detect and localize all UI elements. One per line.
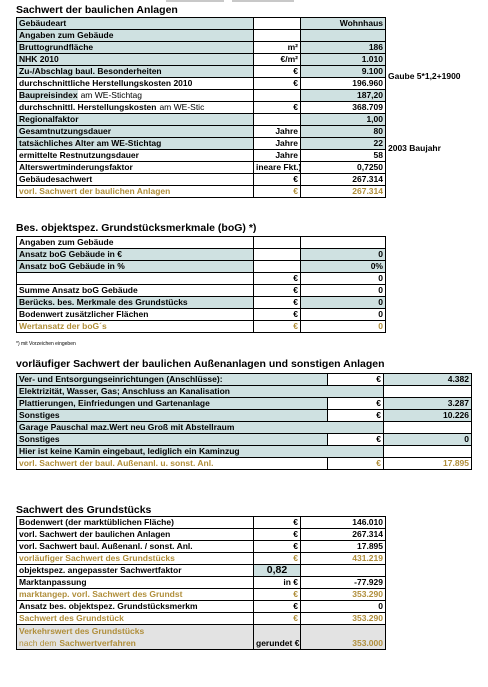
row-label-text: durchschnittl. Herstellungskosten xyxy=(19,102,157,112)
row-unit: € xyxy=(254,285,301,297)
row-label-text: Marktanpassung xyxy=(19,577,87,587)
row-value: 0% xyxy=(301,261,386,273)
table-row xyxy=(17,18,386,30)
row-unit: € xyxy=(254,174,301,186)
row-unit xyxy=(254,30,301,42)
row-unit: € xyxy=(254,613,301,625)
row-label-text: vorl. Sachwert der baul. Außenanl. u. sonst. Anl. xyxy=(19,458,214,468)
row-value: 0,7250 xyxy=(301,162,386,174)
row-unit xyxy=(254,565,301,577)
row-value-empty xyxy=(384,446,472,458)
table-row xyxy=(17,577,386,589)
row-value: 17.895 xyxy=(384,458,472,470)
row-unit: € xyxy=(254,273,301,285)
row-label-text: Alterswertminderungsfaktor xyxy=(19,162,133,172)
row-label xyxy=(17,613,254,625)
top-border-right xyxy=(232,0,294,2)
row-unit: m² xyxy=(254,42,301,54)
row-label xyxy=(17,114,254,126)
row-value: 9.100 xyxy=(301,66,386,78)
table-row xyxy=(17,517,386,529)
final-label xyxy=(17,625,254,650)
row-value: 187,20 xyxy=(301,90,386,102)
final-unit: gerundet € xyxy=(254,625,301,650)
row-label xyxy=(17,249,254,261)
row-unit: € xyxy=(254,186,301,198)
row-label xyxy=(17,150,254,162)
top-border-left xyxy=(166,0,224,2)
row-unit xyxy=(254,114,301,126)
final-label-line1: Verkehrswert des Grundstücks xyxy=(19,626,145,636)
row-label-text: Gesamtnutzungsdauer xyxy=(19,126,112,136)
row-label-text: Sonstiges xyxy=(19,434,60,444)
row-unit: € xyxy=(328,458,384,470)
row-label: Hier ist keine Kamin eingebaut, lediglich ein Kaminzug xyxy=(17,446,384,458)
row-label xyxy=(17,285,254,297)
table-row xyxy=(17,410,472,422)
table-row xyxy=(17,321,386,333)
row-value: 196.960 xyxy=(301,78,386,90)
row-value: 267.314 xyxy=(301,186,386,198)
row-label xyxy=(17,90,254,102)
row-label: Elektrizität, Wasser, Gas; Anschluss an Kanalisation xyxy=(17,386,384,398)
table-row xyxy=(17,458,472,470)
row-unit: € xyxy=(254,309,301,321)
row-unit: € xyxy=(328,410,384,422)
row-label xyxy=(17,273,254,285)
row-unit: € xyxy=(254,78,301,90)
row-unit: € xyxy=(254,553,301,565)
row-label-text: Baupreisindex xyxy=(19,90,78,100)
row-unit: € xyxy=(254,66,301,78)
table-row xyxy=(17,273,386,285)
table-row xyxy=(17,54,386,66)
row-label xyxy=(17,66,254,78)
row-unit xyxy=(254,237,301,249)
row-label-text: tatsächliches Alter am WE-Stichtag xyxy=(19,138,162,148)
row-label-text: NHK 2010 xyxy=(19,54,59,64)
row-value: 1.010 xyxy=(301,54,386,66)
row-label xyxy=(17,529,254,541)
row-label-text: Gebäudesachwert xyxy=(19,174,93,184)
note-gaube: Gaube 5*1,2+1900 xyxy=(388,71,461,81)
table-row xyxy=(17,261,386,273)
row-label-text: Berücks. bes. Merkmale des Grundstücks xyxy=(19,297,188,307)
row-label-text: Zu-/Abschlag baul. Besonderheiten xyxy=(19,66,162,76)
row-unit: € xyxy=(254,517,301,529)
row-value: 3.287 xyxy=(384,398,472,410)
table-row xyxy=(17,150,386,162)
row-label xyxy=(17,174,254,186)
row-label xyxy=(17,321,254,333)
final-value-row xyxy=(17,625,386,650)
table-row xyxy=(17,309,386,321)
row-label-suffix: am WE-Stic xyxy=(159,102,205,112)
building-value-table xyxy=(16,17,386,198)
table-row xyxy=(17,374,472,386)
row-label xyxy=(17,458,328,470)
property-value-table xyxy=(16,516,386,650)
section-title-outdoor: vorläufiger Sachwert der baulichen Außenanlagen und sonstigen Anlagen xyxy=(16,358,385,370)
row-label xyxy=(17,18,254,30)
row-value: 431.219 xyxy=(301,553,386,565)
row-unit: ineare Fkt.) xyxy=(254,162,301,174)
row-value: 0 xyxy=(301,309,386,321)
row-value: 17.895 xyxy=(301,541,386,553)
row-label xyxy=(17,237,254,249)
row-label xyxy=(17,434,328,446)
note-baujahr: 2003 Baujahr xyxy=(388,143,441,153)
table-row xyxy=(17,237,386,249)
row-unit: € xyxy=(254,297,301,309)
row-unit: € xyxy=(328,374,384,386)
row-unit: Jahre xyxy=(254,126,301,138)
row-label xyxy=(17,30,254,42)
row-label-text: Wertansatz der boG´s xyxy=(19,321,107,331)
row-value xyxy=(301,30,386,42)
row-label-text: durchschnittliche Herstellungskosten 2010 xyxy=(19,78,193,88)
table-row xyxy=(17,613,386,625)
table-row xyxy=(17,138,386,150)
row-unit: € xyxy=(254,601,301,613)
final-label-method: Sachwertverfahren xyxy=(59,638,136,648)
table-row xyxy=(17,541,386,553)
row-value: 0 xyxy=(384,434,472,446)
row-label-text: vorl. Sachwert der baulichen Anlagen xyxy=(19,186,171,196)
row-value: 353.290 xyxy=(301,589,386,601)
row-label xyxy=(17,553,254,565)
bog-table xyxy=(16,236,386,333)
final-label-prefix: nach dem xyxy=(19,638,57,648)
table-row xyxy=(17,297,386,309)
final-value: 353.000 xyxy=(301,625,386,650)
table-row xyxy=(17,186,386,198)
table-row xyxy=(17,601,386,613)
table-row xyxy=(17,162,386,174)
table-row xyxy=(17,434,472,446)
table-row xyxy=(17,30,386,42)
table-row xyxy=(17,446,472,458)
row-value xyxy=(301,237,386,249)
table-row xyxy=(17,174,386,186)
table-row xyxy=(17,589,386,601)
row-value: 0 xyxy=(301,321,386,333)
row-label-text: ermittelte Restnutzungsdauer xyxy=(19,150,139,160)
row-value: 10.226 xyxy=(384,410,472,422)
section-title-bog: Bes. objektspez. Grundstücksmerkmale (boG) *) xyxy=(16,222,257,234)
bog-footnote: *) mit Vorzeichen eingeben xyxy=(16,341,76,347)
row-value: 1,00 xyxy=(301,114,386,126)
row-label xyxy=(17,42,254,54)
row-label xyxy=(17,78,254,90)
row-label xyxy=(17,261,254,273)
section-title-building-value: Sachwert der baulichen Anlagen xyxy=(16,4,178,16)
row-value: 0 xyxy=(301,297,386,309)
row-unit: Jahre xyxy=(254,150,301,162)
row-value-empty xyxy=(384,386,472,398)
row-unit xyxy=(254,249,301,261)
row-label-text: Ver- und Entsorgungseinrichtungen (Anschlüsse): xyxy=(19,374,223,384)
row-label xyxy=(17,126,254,138)
row-label: Garage Pauschal maz.Wert neu Groß mit Abstellraum xyxy=(17,422,384,434)
row-value: 0 xyxy=(301,273,386,285)
row-label-text: Gebäudeart xyxy=(19,18,67,28)
row-label-text: Bruttogrundfläche xyxy=(19,42,94,52)
row-label-suffix: am WE-Stichtag xyxy=(80,90,142,100)
row-value: 353.290 xyxy=(301,613,386,625)
row-label xyxy=(17,541,254,553)
table-row xyxy=(17,285,386,297)
row-unit xyxy=(254,90,301,102)
row-label xyxy=(17,297,254,309)
row-value: 267.314 xyxy=(301,174,386,186)
row-value: 22 xyxy=(301,138,386,150)
table-row xyxy=(17,78,386,90)
row-label xyxy=(17,309,254,321)
row-value: Wohnhaus xyxy=(301,18,386,30)
table-row xyxy=(17,66,386,78)
row-value: 146.010 xyxy=(301,517,386,529)
table-row xyxy=(17,90,386,102)
row-label-text: Regionalfaktor xyxy=(19,114,79,124)
row-unit: in € xyxy=(254,577,301,589)
row-label-text: Bodenwert (der marktüblichen Fläche) xyxy=(19,517,174,527)
table-row xyxy=(17,398,472,410)
row-unit: € xyxy=(254,529,301,541)
row-value: -77.929 xyxy=(301,577,386,589)
row-unit: € xyxy=(254,321,301,333)
table-row xyxy=(17,529,386,541)
table-row xyxy=(17,249,386,261)
row-value: 368.709 xyxy=(301,102,386,114)
row-label-text: Angaben zum Gebäude xyxy=(19,30,114,40)
row-label-text: vorl. Sachwert der baulichen Anlagen xyxy=(19,529,171,539)
row-label-text: marktangep. vorl. Sachwert des Grundst xyxy=(19,589,183,599)
row-label-text: Angaben zum Gebäude xyxy=(19,237,114,247)
row-label xyxy=(17,601,254,613)
row-unit: €/m² xyxy=(254,54,301,66)
row-label-text: vorl. Sachwert baul. Außenanl. / sonst. Anl. xyxy=(19,541,193,551)
row-label xyxy=(17,398,328,410)
row-label xyxy=(17,54,254,66)
row-label xyxy=(17,410,328,422)
table-row xyxy=(17,386,472,398)
final-label-line2 xyxy=(19,637,251,649)
row-label xyxy=(17,162,254,174)
row-label-text: Ansatz boG Gebäude in € xyxy=(19,249,122,259)
row-unit: € xyxy=(328,398,384,410)
row-unit: € xyxy=(328,434,384,446)
row-unit: € xyxy=(254,541,301,553)
sachwert-factor-value: 0,82 xyxy=(266,564,288,576)
table-row xyxy=(17,126,386,138)
row-value: 80 xyxy=(301,126,386,138)
outdoor-facilities-table xyxy=(16,373,472,470)
table-row xyxy=(17,114,386,126)
row-label xyxy=(17,374,328,386)
row-value xyxy=(301,565,386,577)
row-unit: € xyxy=(254,589,301,601)
row-value: 0 xyxy=(301,285,386,297)
row-value: 267.314 xyxy=(301,529,386,541)
table-row xyxy=(17,102,386,114)
row-label xyxy=(17,577,254,589)
table-row xyxy=(17,553,386,565)
row-label xyxy=(17,102,254,114)
row-value: 0 xyxy=(301,601,386,613)
row-unit xyxy=(254,261,301,273)
row-value: 58 xyxy=(301,150,386,162)
row-value: 0 xyxy=(301,249,386,261)
row-unit xyxy=(254,18,301,30)
row-label-text: objektspez. angepasster Sachwertfaktor xyxy=(19,565,182,575)
table-row xyxy=(17,42,386,54)
row-unit: € xyxy=(254,102,301,114)
row-label xyxy=(17,589,254,601)
row-label-text: Bodenwert zusätzlicher Flächen xyxy=(19,309,149,319)
row-label-text: Plattierungen, Einfriedungen und Gartenanlage xyxy=(19,398,210,408)
table-row xyxy=(17,422,472,434)
row-label xyxy=(17,517,254,529)
row-label-text: vorläufiger Sachwert des Grundstücks xyxy=(19,553,175,563)
row-value: 186 xyxy=(301,42,386,54)
row-label-text: Ansatz boG Gebäude in % xyxy=(19,261,125,271)
row-label-text: Summe Ansatz boG Gebäude xyxy=(19,285,138,295)
section-title-property: Sachwert des Grundstücks xyxy=(16,504,152,516)
row-label xyxy=(17,186,254,198)
row-label xyxy=(17,138,254,150)
row-label-text: Ansatz bes. objektspez. Grundstücksmerkm xyxy=(19,601,198,611)
row-label-text: Sonstiges xyxy=(19,410,60,420)
table-row xyxy=(17,565,386,577)
row-value-empty xyxy=(384,422,472,434)
row-label xyxy=(17,565,254,577)
row-unit: Jahre xyxy=(254,138,301,150)
row-value: 4.382 xyxy=(384,374,472,386)
row-label-text: Sachwert des Grundstück xyxy=(19,613,124,623)
